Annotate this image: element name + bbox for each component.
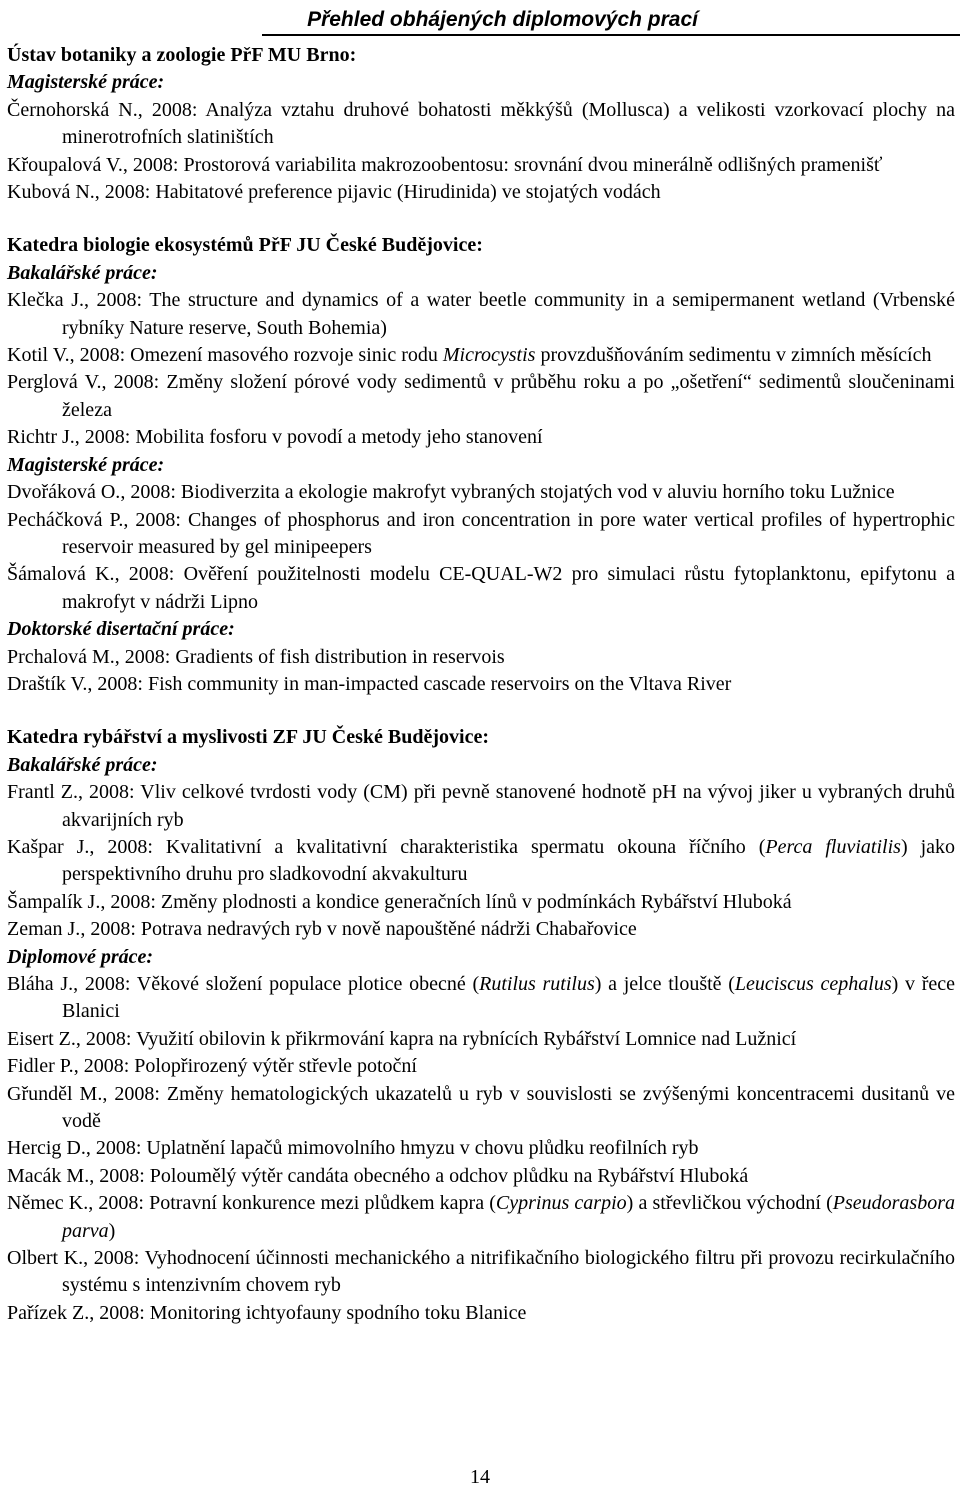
category-heading: Bakalářské práce:	[7, 261, 158, 284]
entry-text: , 2008: Změny složení pórové vody sedimentů v průběhu roku a po „ošetření“ sedimentů sloučeninami železa	[62, 371, 955, 421]
entry-author: Kotil V.	[7, 344, 70, 367]
entry-author: Němec K.	[7, 1192, 89, 1215]
entry-author: Zeman J.	[7, 918, 81, 941]
thesis-entry	[7, 834, 955, 889]
entry-author: Šampalík J.	[7, 890, 101, 913]
entry-author: Perglová V.	[7, 371, 102, 394]
thesis-entry	[7, 179, 955, 206]
entry-text: , 2008: Kvalitativní a kvalitativní charakteristika spermatu okouna říčního (Perca fluviatilis) jako perspektivního druhu pro sladkovodní akvakulturu	[62, 835, 955, 886]
thesis-entry	[7, 287, 955, 342]
thesis-entry	[7, 97, 955, 152]
institution-heading: Katedra biologie ekosystémů PřF JU České Budějovice:	[7, 234, 483, 257]
entry-author: Šámalová K.	[7, 563, 115, 586]
thesis-entry	[7, 479, 955, 506]
thesis-entry	[7, 507, 955, 562]
thesis-entry	[7, 644, 955, 671]
category-heading: Diplomové práce:	[7, 945, 154, 968]
entry-author: Olbert K.	[7, 1247, 84, 1270]
thesis-entry	[7, 561, 955, 616]
entry-text: , 2008: Uplatnění lapačů mimovolního hmyzu v chovu plůdku reofilních ryb	[85, 1137, 699, 1160]
thesis-entry	[7, 152, 955, 179]
entry-author: Kašpar J.	[7, 835, 90, 858]
entry-author: Fidler P.	[7, 1055, 74, 1078]
entry-author: Křoupalová V.	[7, 153, 123, 176]
entry-text: , 2008: Potrava nedravých ryb v nově napouštěné nádrži Chabařovice	[80, 918, 637, 941]
page-number: 14	[470, 1466, 490, 1488]
entry-author: Frantl Z.	[7, 781, 79, 804]
entry-author: Dvořáková O.	[7, 481, 121, 504]
entry-text: , 2008: Biodiverzita a ekologie makrofyt vybraných stojatých vod v aluviu horního toku Lužnice	[120, 481, 895, 504]
entry-text: , 2008: Polopřirozený výtěr střevle potoční	[73, 1055, 417, 1078]
thesis-entry	[7, 671, 955, 698]
thesis-entry	[7, 1245, 955, 1300]
entry-text: , 2008: Změny plodnosti a kondice generačních línů v podmínkách Rybářství Hluboká	[100, 890, 792, 913]
page-title: Přehled obhájených diplomových prací	[307, 8, 698, 31]
entry-text: , 2008: Věkové složení populace plotice obecné (Rutilus rutilus) a jelce tlouště (Leuciscus cephalus) v řece Blanici	[62, 973, 956, 1023]
entry-text: , 2008: Potravní konkurence mezi plůdkem kapra (Cyprinus carpio) a střevličkou východní (Pseudorasbora parva)	[62, 1192, 955, 1242]
institution-heading: Katedra rybářství a myslivosti ZF JU České Budějovice:	[7, 726, 489, 749]
entry-text: , 2008: Poloumělý výtěr candáta obecného a odchov plůdku na Rybářství Hluboká	[89, 1164, 749, 1187]
entry-author: Hercig D.	[7, 1137, 86, 1160]
thesis-entry	[7, 1081, 955, 1136]
category-heading: Magisterské práce:	[7, 453, 165, 476]
entry-author: Klečka J.	[7, 289, 84, 312]
entry-text: , 2008: Změny hematologických ukazatelů u ryb v souvislosti se zvýšenými koncentracemi dusitanů ve vodě	[62, 1082, 955, 1133]
thesis-entry	[7, 1053, 955, 1080]
entry-author: Eisert Z.	[7, 1027, 76, 1050]
entry-author: Gřunděl M.	[7, 1082, 103, 1105]
entry-text: , 2008: Habitatové preference pijavic (Hirudinida) ve stojatých vodách	[94, 181, 661, 204]
entry-text: , 2008: Changes of phosphorus and iron concentration in pore water vertical profiles of hypertrophic reservoir measured by gel minipeepers	[62, 508, 955, 558]
entry-author: Prchalová M.	[7, 645, 115, 668]
institution-heading: Ústav botaniky a zoologie PřF MU Brno:	[7, 44, 357, 66]
entry-text: , 2008: Prostorová variabilita makrozoobentosu: srovnání dvou minerálně odlišných pramenišť	[122, 153, 883, 176]
entry-author: Macák M.	[7, 1164, 90, 1187]
entry-text: , 2008: Ověření použitelnosti modelu CE-QUAL-W2 pro simulaci růstu fytoplanktonu, epifytonu a makrofyt v nádrži Lipno	[62, 563, 955, 613]
entry-text: , 2008: Analýza vztahu druhové bohatosti měkkýšů (Mollusca) a velikosti vzorkovací plochy na minerotrofních slatiništích	[62, 98, 955, 149]
entry-text: , 2008: Omezení masového rozvoje sinic rodu Microcystis provzdušňováním sedimentu v zimních měsících	[69, 344, 932, 367]
thesis-entry	[7, 1163, 955, 1190]
entry-text: , 2008: Mobilita fosforu v povodí a metody jeho stanovení	[74, 426, 543, 449]
thesis-entry	[7, 1135, 955, 1162]
entry-text: , 2008: Vliv celkové tvrdosti vody (CM) při pevně stanovené hodnotě pH na vývoj jiker u vybraných druhů akvarijních ryb	[62, 781, 955, 831]
entry-text: , 2008: Využití obilovin k přikrmování kapra na rybnících Rybářství Lomnice nad Lužnicí	[75, 1027, 797, 1050]
entry-text: , 2008: Gradients of fish distribution in reservois	[114, 645, 505, 668]
document-body	[7, 42, 955, 1327]
entry-author: Draštík V.	[7, 672, 88, 695]
entry-text: , 2008: Vyhodnocení účinnosti mechanického a nitrifikačního biologického filtru při provozu recirkulačního systému s intenzivním chovem ryb	[62, 1247, 955, 1297]
thesis-entry	[7, 971, 955, 1026]
entry-author: Bláha J.	[7, 973, 74, 995]
category-heading: Bakalářské práce:	[7, 753, 158, 776]
thesis-entry	[7, 779, 955, 834]
thesis-entry	[7, 369, 955, 424]
thesis-entry	[7, 916, 955, 943]
thesis-entry	[7, 1026, 955, 1053]
entry-author: Pecháčková P.	[7, 508, 124, 531]
entry-text: , 2008: Fish community in man-impacted cascade reservoirs on the Vltava River	[87, 672, 732, 695]
thesis-entry	[7, 1300, 955, 1327]
entry-author: Pařízek Z.	[7, 1301, 90, 1324]
category-heading: Magisterské práce:	[7, 71, 165, 94]
entry-author: Černohorská N.	[7, 98, 138, 121]
page-header	[0, 6, 960, 38]
thesis-entry	[7, 424, 955, 451]
entry-author: Kubová N.	[7, 181, 95, 204]
thesis-entry	[7, 1190, 955, 1245]
thesis-entry	[7, 342, 955, 369]
header-rule	[262, 34, 960, 36]
entry-text: , 2008: Monitoring ichtyofauny spodního toku Blanice	[89, 1301, 527, 1324]
thesis-entry	[7, 889, 955, 916]
category-heading: Doktorské disertační práce:	[7, 618, 235, 641]
entry-text: , 2008: The structure and dynamics of a water beetle community in a semipermanent wetland (Vrbenské rybníky Nature reserve, South Bohemia)	[62, 289, 955, 339]
entry-author: Richtr J.	[7, 426, 75, 449]
